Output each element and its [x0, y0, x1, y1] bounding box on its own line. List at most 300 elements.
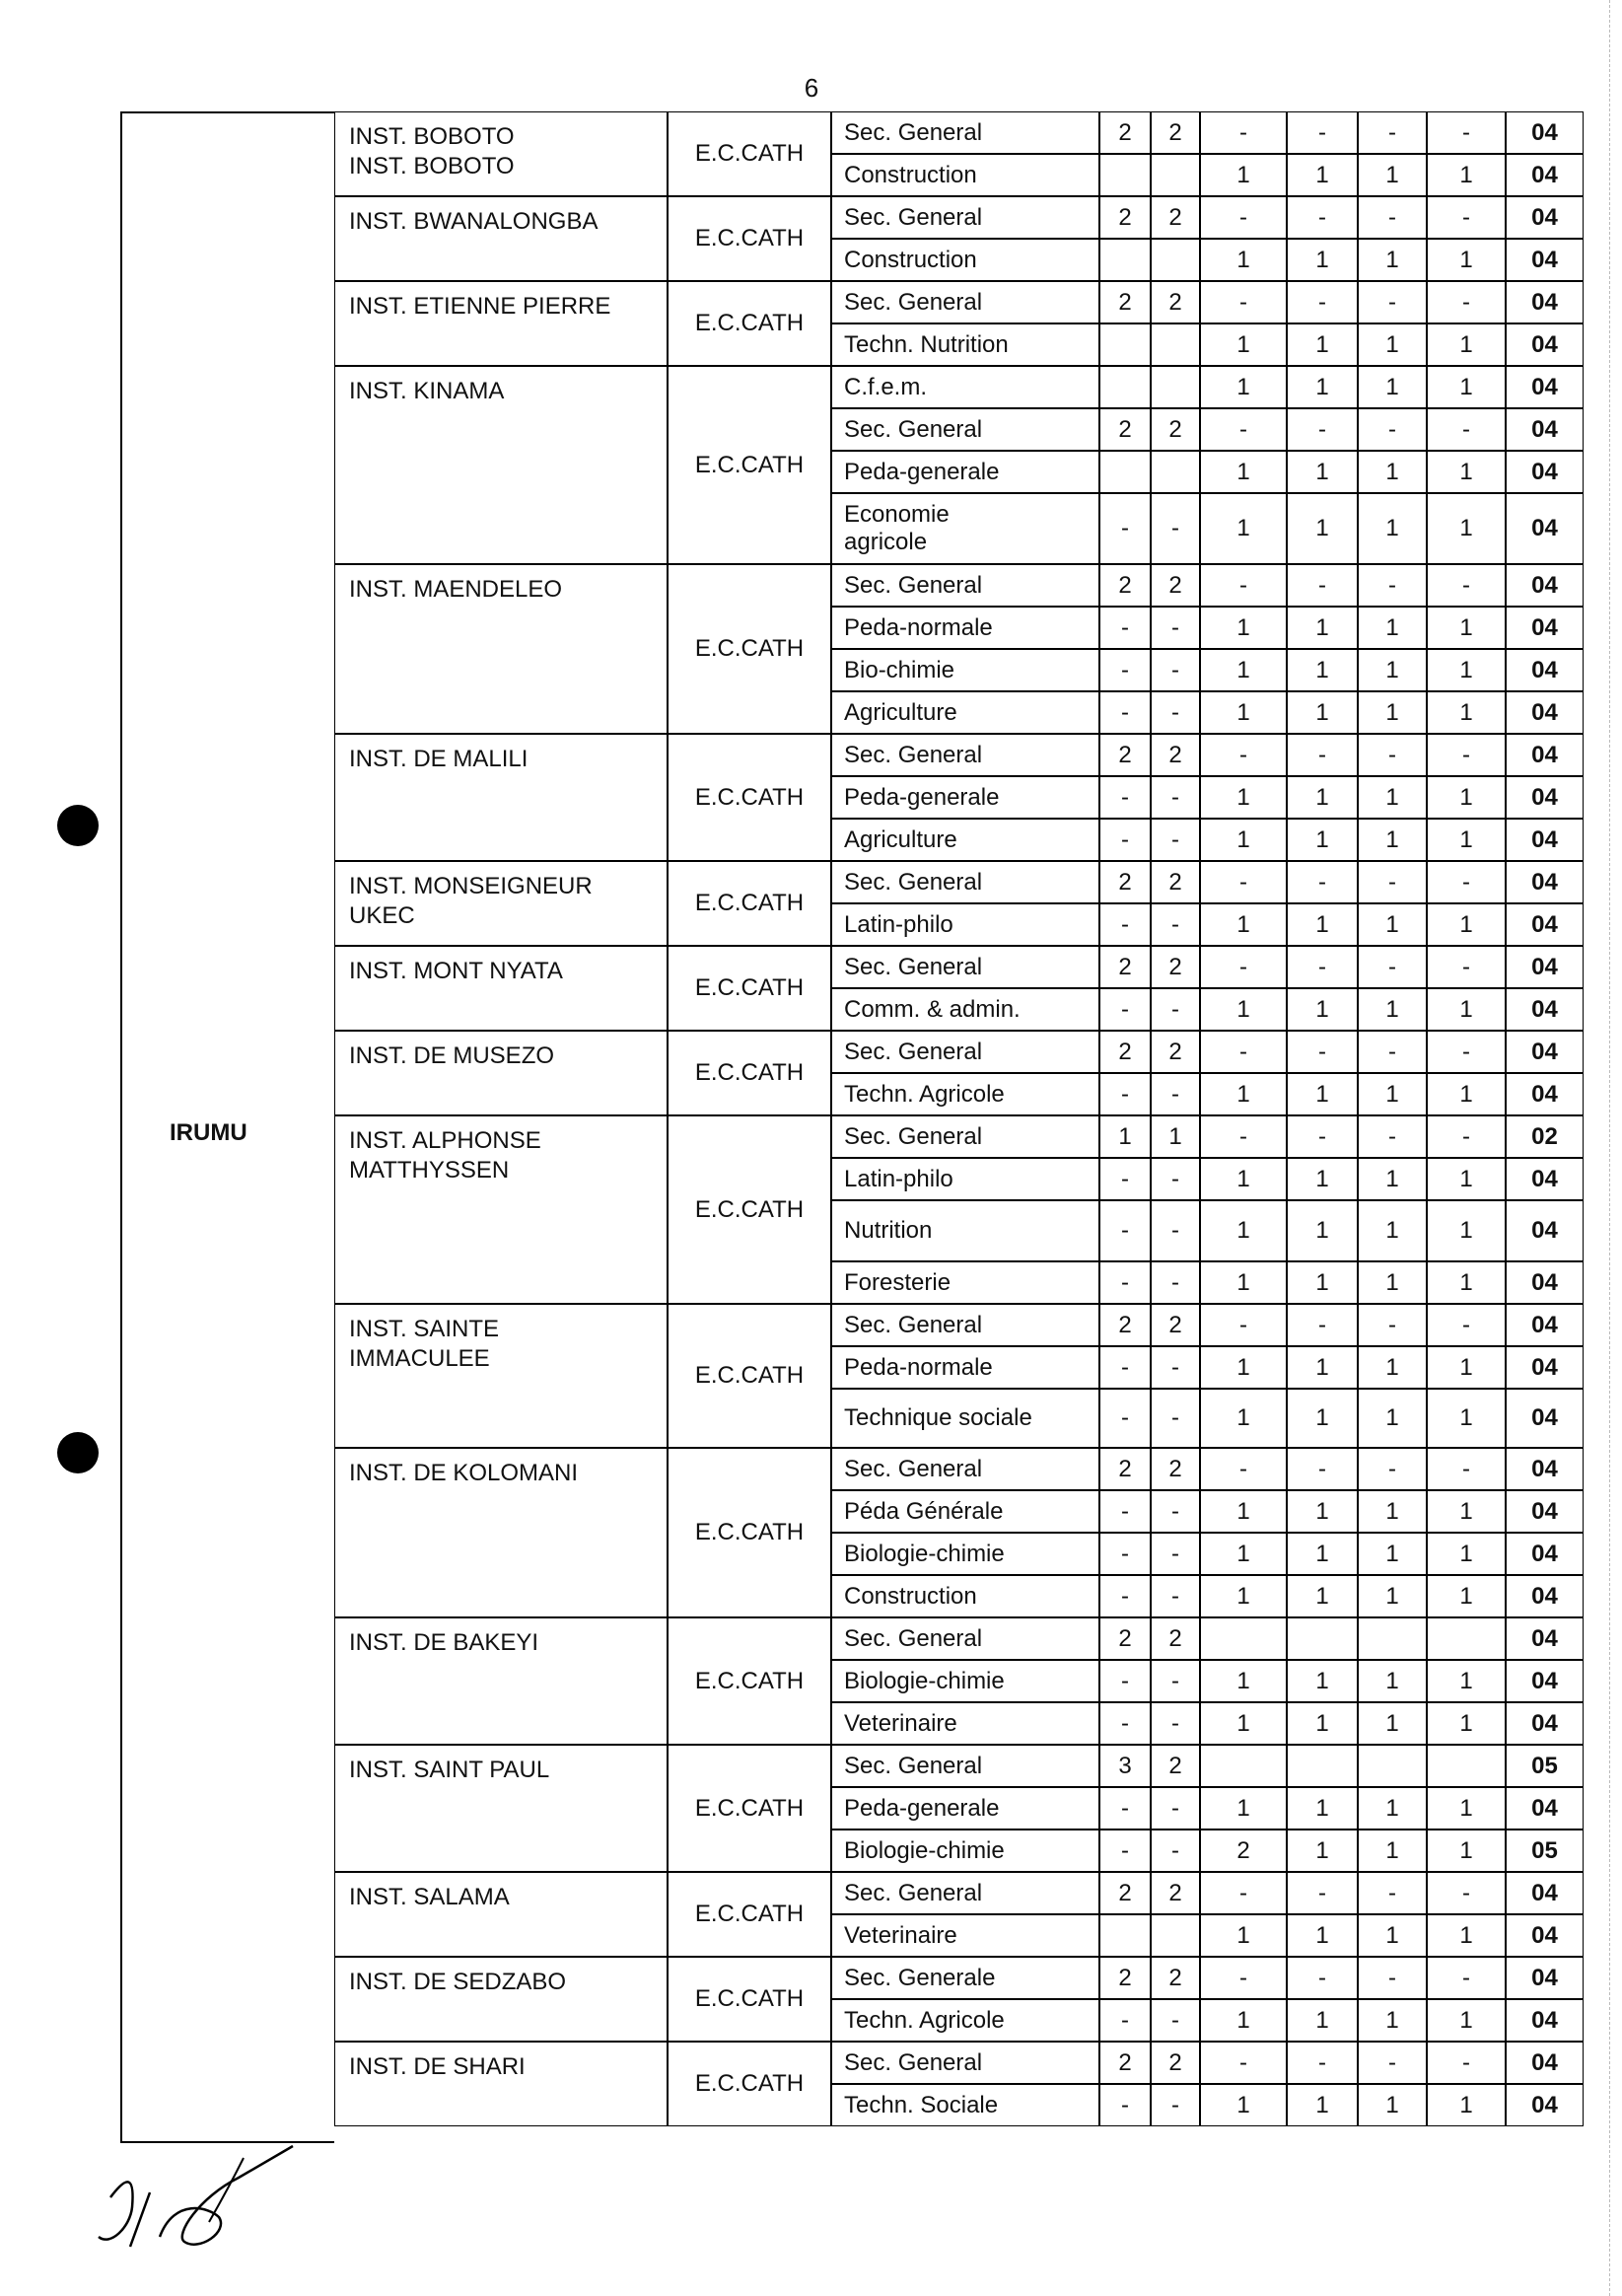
- class-count: 1: [1287, 239, 1358, 281]
- network-name: E.C.CATH: [668, 1617, 831, 1745]
- class-count: [1427, 1745, 1506, 1787]
- school-name: INST. SALAMA: [334, 1872, 668, 1957]
- network-name: E.C.CATH: [668, 2042, 831, 2126]
- class-count: 1: [1200, 1200, 1287, 1261]
- class-count: 2: [1151, 1304, 1200, 1346]
- option-name: Latin-philo: [831, 1158, 1099, 1200]
- class-count: -: [1427, 1304, 1506, 1346]
- class-count: 1: [1358, 366, 1427, 408]
- class-count: 1: [1287, 1158, 1358, 1200]
- class-count: 2: [1151, 946, 1200, 988]
- class-count: 1: [1200, 988, 1287, 1031]
- class-count: 1: [1200, 1914, 1287, 1957]
- row-total: 05: [1506, 1830, 1584, 1872]
- class-count: 1: [1200, 819, 1287, 861]
- row-total: 04: [1506, 2042, 1584, 2084]
- class-count: -: [1151, 776, 1200, 819]
- option-name: Sec. General: [831, 1304, 1099, 1346]
- option-name: Sec. General: [831, 734, 1099, 776]
- class-count: 2: [1099, 564, 1151, 607]
- class-count: 2: [1099, 196, 1151, 239]
- class-count: -: [1427, 734, 1506, 776]
- class-count: -: [1427, 861, 1506, 903]
- row-total: 04: [1506, 323, 1584, 366]
- school-name: INST. SAINT PAUL: [334, 1745, 668, 1872]
- class-count: 1: [1287, 1389, 1358, 1448]
- class-count: -: [1427, 1115, 1506, 1158]
- class-count: -: [1287, 564, 1358, 607]
- class-count: -: [1099, 1490, 1151, 1533]
- class-count: 1: [1200, 451, 1287, 493]
- class-count: 1: [1200, 1158, 1287, 1200]
- class-count: -: [1151, 2084, 1200, 2126]
- class-count: 1: [1200, 776, 1287, 819]
- class-count: -: [1427, 408, 1506, 451]
- row-total: 04: [1506, 1660, 1584, 1702]
- row-total: 04: [1506, 154, 1584, 196]
- class-count: -: [1358, 1448, 1427, 1490]
- class-count: -: [1151, 1389, 1200, 1448]
- class-count: 1: [1427, 1533, 1506, 1575]
- row-total: 04: [1506, 1031, 1584, 1073]
- class-count: -: [1287, 1872, 1358, 1914]
- class-count: -: [1099, 1158, 1151, 1200]
- option-name: Peda-normale: [831, 1346, 1099, 1389]
- class-count: [1099, 239, 1151, 281]
- school-name: INST. DE BAKEYI: [334, 1617, 668, 1745]
- row-total: 04: [1506, 776, 1584, 819]
- school-name: INST. MAENDELEO: [334, 564, 668, 734]
- row-total: 04: [1506, 111, 1584, 154]
- option-name: Peda-generale: [831, 776, 1099, 819]
- class-count: 1: [1287, 1200, 1358, 1261]
- class-count: 1: [1358, 1999, 1427, 2042]
- class-count: 1: [1287, 323, 1358, 366]
- class-count: 1: [1358, 607, 1427, 649]
- class-count: -: [1200, 111, 1287, 154]
- class-count: -: [1099, 691, 1151, 734]
- class-count: -: [1151, 1073, 1200, 1115]
- row-total: 04: [1506, 1872, 1584, 1914]
- class-count: 1: [1427, 1261, 1506, 1304]
- school-name: INST. DE MUSEZO: [334, 1031, 668, 1115]
- class-count: 2: [1099, 1031, 1151, 1073]
- class-count: 2: [1099, 408, 1151, 451]
- class-count: 1: [1427, 1660, 1506, 1702]
- class-count: -: [1427, 1031, 1506, 1073]
- class-count: -: [1287, 281, 1358, 323]
- class-count: 2: [1151, 281, 1200, 323]
- class-count: 1: [1287, 366, 1358, 408]
- option-name: Sec. General: [831, 281, 1099, 323]
- class-count: 1: [1200, 1787, 1287, 1830]
- class-count: 1: [1427, 691, 1506, 734]
- class-count: -: [1358, 2042, 1427, 2084]
- option-name: Construction: [831, 1575, 1099, 1617]
- class-count: -: [1099, 776, 1151, 819]
- row-total: 04: [1506, 946, 1584, 988]
- row-total: 04: [1506, 1389, 1584, 1448]
- class-count: 1: [1427, 1346, 1506, 1389]
- class-count: 1: [1287, 1346, 1358, 1389]
- class-count: -: [1358, 861, 1427, 903]
- class-count: [1287, 1745, 1358, 1787]
- network-name: E.C.CATH: [668, 1745, 831, 1872]
- class-count: 2: [1151, 196, 1200, 239]
- class-count: 1: [1427, 323, 1506, 366]
- class-count: 2: [1099, 111, 1151, 154]
- class-count: -: [1287, 2042, 1358, 2084]
- network-name: E.C.CATH: [668, 564, 831, 734]
- class-count: 1: [1427, 154, 1506, 196]
- class-count: 1: [1200, 1575, 1287, 1617]
- row-total: 04: [1506, 903, 1584, 946]
- option-name: Sec. General: [831, 1448, 1099, 1490]
- class-count: [1099, 366, 1151, 408]
- class-count: 1: [1200, 1261, 1287, 1304]
- row-total: 04: [1506, 564, 1584, 607]
- option-name: Technique sociale: [831, 1389, 1099, 1448]
- class-count: -: [1099, 1660, 1151, 1702]
- class-count: 1: [1287, 1575, 1358, 1617]
- network-name: E.C.CATH: [668, 861, 831, 946]
- school-name: INST. ETIENNE PIERRE: [334, 281, 668, 366]
- row-total: 04: [1506, 451, 1584, 493]
- class-count: 1: [1200, 1533, 1287, 1575]
- class-count: -: [1287, 408, 1358, 451]
- network-name: E.C.CATH: [668, 1115, 831, 1304]
- class-count: 2: [1099, 946, 1151, 988]
- class-count: -: [1151, 1830, 1200, 1872]
- school-name: INST. KINAMA: [334, 366, 668, 564]
- option-name: Biologie-chimie: [831, 1533, 1099, 1575]
- class-count: -: [1200, 281, 1287, 323]
- row-total: 04: [1506, 819, 1584, 861]
- binder-hole: [57, 1432, 99, 1473]
- class-count: 2: [1151, 564, 1200, 607]
- row-total: 04: [1506, 1957, 1584, 1999]
- class-count: 1: [1287, 451, 1358, 493]
- row-total: 04: [1506, 196, 1584, 239]
- class-count: 1: [1287, 1490, 1358, 1533]
- class-count: -: [1427, 281, 1506, 323]
- class-count: -: [1200, 734, 1287, 776]
- class-count: 1: [1358, 903, 1427, 946]
- class-count: 3: [1099, 1745, 1151, 1787]
- class-count: 2: [1151, 111, 1200, 154]
- class-count: 1: [1358, 154, 1427, 196]
- class-count: 1: [1287, 691, 1358, 734]
- class-count: -: [1099, 988, 1151, 1031]
- class-count: 1: [1427, 1999, 1506, 2042]
- class-count: 1: [1358, 1389, 1427, 1448]
- class-count: -: [1287, 861, 1358, 903]
- class-count: -: [1099, 1200, 1151, 1261]
- class-count: -: [1200, 1957, 1287, 1999]
- class-count: 1: [1427, 903, 1506, 946]
- class-count: -: [1200, 1304, 1287, 1346]
- row-total: 04: [1506, 239, 1584, 281]
- class-count: -: [1099, 649, 1151, 691]
- class-count: 1: [1200, 1660, 1287, 1702]
- class-count: -: [1200, 1031, 1287, 1073]
- class-count: 1: [1358, 1787, 1427, 1830]
- class-count: -: [1358, 1872, 1427, 1914]
- class-count: 2: [1099, 861, 1151, 903]
- school-name: INST. DE MALILI: [334, 734, 668, 861]
- class-count: 1: [1287, 776, 1358, 819]
- option-name: Sec. General: [831, 946, 1099, 988]
- scan-edge: [1603, 0, 1610, 2296]
- class-count: 1: [1427, 1702, 1506, 1745]
- class-count: 2: [1151, 1745, 1200, 1787]
- option-name: Sec. General: [831, 1115, 1099, 1158]
- option-name: Economie agricole: [831, 493, 1099, 564]
- row-total: 04: [1506, 1533, 1584, 1575]
- class-count: 1: [1358, 1914, 1427, 1957]
- school-name: INST. SAINTE IMMACULEE: [334, 1304, 668, 1448]
- class-count: 1: [1287, 1533, 1358, 1575]
- class-count: -: [1287, 1115, 1358, 1158]
- row-total: 04: [1506, 1999, 1584, 2042]
- class-count: -: [1151, 1533, 1200, 1575]
- option-name: Techn. Agricole: [831, 1073, 1099, 1115]
- class-count: [1151, 451, 1200, 493]
- class-count: -: [1287, 1448, 1358, 1490]
- row-total: 04: [1506, 988, 1584, 1031]
- class-count: -: [1358, 1031, 1427, 1073]
- network-name: E.C.CATH: [668, 366, 831, 564]
- class-count: 2: [1151, 861, 1200, 903]
- class-count: -: [1151, 819, 1200, 861]
- class-count: 1: [1358, 649, 1427, 691]
- class-count: -: [1151, 1490, 1200, 1533]
- network-name: E.C.CATH: [668, 734, 831, 861]
- class-count: 1: [1099, 1115, 1151, 1158]
- row-total: 04: [1506, 649, 1584, 691]
- network-name: E.C.CATH: [668, 946, 831, 1031]
- class-count: 1: [1358, 1533, 1427, 1575]
- row-total: 04: [1506, 1346, 1584, 1389]
- row-total: 04: [1506, 1304, 1584, 1346]
- class-count: [1427, 1617, 1506, 1660]
- class-count: [1287, 1617, 1358, 1660]
- option-name: Bio-chimie: [831, 649, 1099, 691]
- class-count: -: [1099, 2084, 1151, 2126]
- class-count: -: [1200, 1448, 1287, 1490]
- class-count: 1: [1200, 154, 1287, 196]
- class-count: -: [1151, 691, 1200, 734]
- class-count: -: [1099, 1999, 1151, 2042]
- class-count: [1151, 366, 1200, 408]
- option-name: Construction: [831, 154, 1099, 196]
- class-count: -: [1200, 946, 1287, 988]
- option-name: Sec. General: [831, 408, 1099, 451]
- class-count: -: [1358, 196, 1427, 239]
- class-count: -: [1099, 819, 1151, 861]
- class-count: -: [1427, 564, 1506, 607]
- class-count: 1: [1287, 1702, 1358, 1745]
- class-count: 1: [1358, 1702, 1427, 1745]
- option-name: Construction: [831, 239, 1099, 281]
- class-count: [1358, 1617, 1427, 1660]
- class-count: -: [1099, 1346, 1151, 1389]
- class-count: 1: [1358, 239, 1427, 281]
- option-name: Péda Générale: [831, 1490, 1099, 1533]
- page-number: 6: [804, 73, 819, 103]
- row-total: 04: [1506, 861, 1584, 903]
- option-name: C.f.e.m.: [831, 366, 1099, 408]
- class-count: -: [1099, 903, 1151, 946]
- class-count: 2: [1099, 734, 1151, 776]
- class-count: -: [1358, 1957, 1427, 1999]
- class-count: [1099, 1914, 1151, 1957]
- class-count: 2: [1151, 408, 1200, 451]
- class-count: 1: [1358, 451, 1427, 493]
- class-count: 2: [1099, 1957, 1151, 1999]
- class-count: 1: [1358, 819, 1427, 861]
- class-count: 1: [1287, 2084, 1358, 2126]
- class-count: 2: [1151, 1617, 1200, 1660]
- class-count: [1200, 1745, 1287, 1787]
- row-total: 04: [1506, 1617, 1584, 1660]
- option-name: Sec. General: [831, 1872, 1099, 1914]
- network-name: E.C.CATH: [668, 111, 831, 196]
- option-name: Nutrition: [831, 1200, 1099, 1261]
- class-count: -: [1200, 196, 1287, 239]
- class-count: -: [1358, 946, 1427, 988]
- class-count: -: [1427, 946, 1506, 988]
- class-count: -: [1151, 988, 1200, 1031]
- class-count: 2: [1151, 1448, 1200, 1490]
- class-count: 1: [1200, 1346, 1287, 1389]
- option-name: Sec. General: [831, 1745, 1099, 1787]
- row-total: 04: [1506, 1073, 1584, 1115]
- row-total: 04: [1506, 408, 1584, 451]
- class-count: -: [1151, 1158, 1200, 1200]
- class-count: -: [1151, 1999, 1200, 2042]
- option-name: Agriculture: [831, 691, 1099, 734]
- class-count: -: [1151, 1200, 1200, 1261]
- option-name: Peda-generale: [831, 451, 1099, 493]
- handwritten-signature: [91, 2138, 317, 2257]
- class-count: 2: [1099, 1617, 1151, 1660]
- class-count: 1: [1200, 1389, 1287, 1448]
- option-name: Techn. Nutrition: [831, 323, 1099, 366]
- row-total: 04: [1506, 1914, 1584, 1957]
- school-name: INST. MONT NYATA: [334, 946, 668, 1031]
- class-count: -: [1099, 1830, 1151, 1872]
- school-name: INST. BOBOTO INST. BOBOTO: [334, 111, 668, 196]
- class-count: -: [1287, 111, 1358, 154]
- class-count: 1: [1200, 649, 1287, 691]
- class-count: 1: [1427, 1200, 1506, 1261]
- class-count: 1: [1287, 1073, 1358, 1115]
- class-count: 1: [1427, 1787, 1506, 1830]
- row-total: 04: [1506, 1702, 1584, 1745]
- row-total: 05: [1506, 1745, 1584, 1787]
- class-count: 2: [1151, 1957, 1200, 1999]
- class-count: [1200, 1617, 1287, 1660]
- class-count: -: [1200, 564, 1287, 607]
- row-total: 04: [1506, 1490, 1584, 1533]
- class-count: -: [1099, 1533, 1151, 1575]
- class-count: 1: [1287, 493, 1358, 564]
- network-name: E.C.CATH: [668, 1304, 831, 1448]
- class-count: -: [1151, 903, 1200, 946]
- class-count: 1: [1200, 1702, 1287, 1745]
- row-total: 04: [1506, 607, 1584, 649]
- class-count: 1: [1200, 493, 1287, 564]
- class-count: 1: [1200, 239, 1287, 281]
- class-count: -: [1151, 1787, 1200, 1830]
- class-count: -: [1287, 946, 1358, 988]
- class-count: 2: [1099, 1448, 1151, 1490]
- class-count: [1358, 1745, 1427, 1787]
- class-count: 1: [1287, 1830, 1358, 1872]
- class-count: 1: [1427, 988, 1506, 1031]
- class-count: 2: [1151, 1031, 1200, 1073]
- class-count: 1: [1427, 607, 1506, 649]
- class-count: 1: [1287, 1999, 1358, 2042]
- row-total: 04: [1506, 1575, 1584, 1617]
- class-count: 2: [1151, 2042, 1200, 2084]
- class-count: 1: [1287, 607, 1358, 649]
- class-count: 1: [1427, 1073, 1506, 1115]
- class-count: -: [1287, 1304, 1358, 1346]
- row-total: 04: [1506, 1200, 1584, 1261]
- class-count: 1: [1427, 1158, 1506, 1200]
- class-count: -: [1427, 1448, 1506, 1490]
- class-count: [1099, 154, 1151, 196]
- option-name: Sec. General: [831, 2042, 1099, 2084]
- row-total: 04: [1506, 691, 1584, 734]
- class-count: 2: [1151, 1872, 1200, 1914]
- class-count: 1: [1287, 988, 1358, 1031]
- option-name: Latin-philo: [831, 903, 1099, 946]
- class-count: 1: [1287, 1261, 1358, 1304]
- class-count: 1: [1427, 239, 1506, 281]
- class-count: 1: [1200, 1999, 1287, 2042]
- class-count: 1: [1287, 1660, 1358, 1702]
- row-total: 04: [1506, 1158, 1584, 1200]
- class-count: 1: [1427, 819, 1506, 861]
- option-name: Sec. Generale: [831, 1957, 1099, 1999]
- class-count: 1: [1427, 1914, 1506, 1957]
- class-count: -: [1200, 408, 1287, 451]
- school-name: INST. DE SEDZABO: [334, 1957, 668, 2042]
- class-count: -: [1287, 734, 1358, 776]
- option-name: Sec. General: [831, 196, 1099, 239]
- class-count: -: [1151, 1660, 1200, 1702]
- class-count: -: [1287, 1957, 1358, 1999]
- row-total: 04: [1506, 281, 1584, 323]
- class-count: 1: [1200, 323, 1287, 366]
- class-count: -: [1151, 649, 1200, 691]
- binder-hole: [57, 805, 99, 846]
- class-count: 1: [1427, 649, 1506, 691]
- class-count: [1099, 451, 1151, 493]
- class-count: 1: [1427, 776, 1506, 819]
- network-name: E.C.CATH: [668, 1031, 831, 1115]
- class-count: 1: [1358, 1261, 1427, 1304]
- class-count: 1: [1358, 2084, 1427, 2126]
- class-count: 1: [1287, 1787, 1358, 1830]
- class-count: -: [1358, 408, 1427, 451]
- class-count: 1: [1287, 903, 1358, 946]
- class-count: 1: [1358, 493, 1427, 564]
- class-count: 1: [1427, 1490, 1506, 1533]
